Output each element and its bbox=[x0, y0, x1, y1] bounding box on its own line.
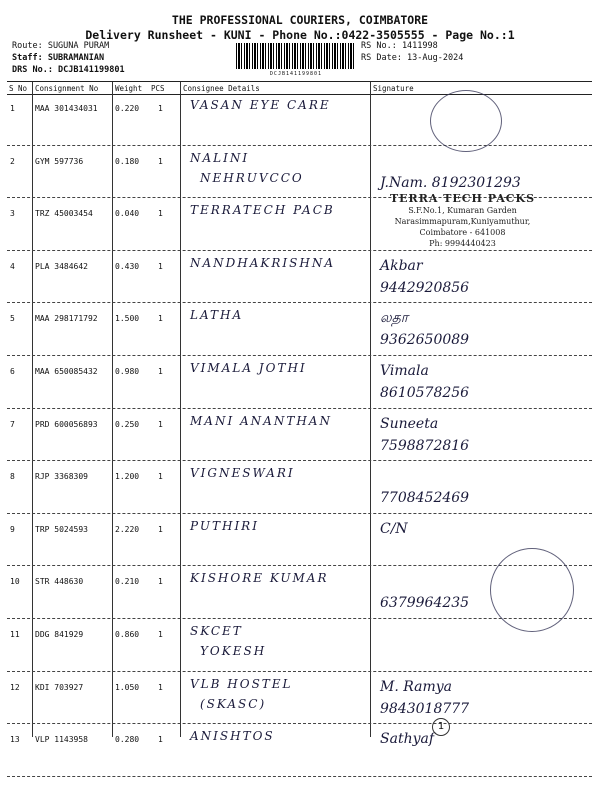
row-consignment-no: GYM 597736 bbox=[35, 156, 84, 166]
row-signature-note: 9362650089 bbox=[380, 332, 470, 349]
row-sno: 5 bbox=[10, 314, 15, 324]
route-label: Route: SUGUNA PURAM bbox=[12, 41, 110, 51]
barcode-text: DCJB141199801 bbox=[269, 71, 323, 77]
rs-number: RS No.: 1411998 bbox=[361, 41, 438, 51]
row-consignment-no: TRP 5024593 bbox=[35, 524, 88, 534]
stamp-company-name: TERRA TECH PACKS bbox=[389, 192, 536, 205]
row-pcs: 1 bbox=[158, 524, 163, 534]
row-consignee-line2: (SKASC) bbox=[200, 696, 267, 711]
row-sno: 12 bbox=[10, 682, 20, 692]
row-sno: 9 bbox=[10, 524, 15, 534]
row-weight: 0.250 bbox=[115, 419, 140, 429]
row-consignee: ANISHTOS bbox=[190, 729, 275, 744]
col-header-consignee: Consignee Details bbox=[183, 84, 260, 93]
row-weight: 1.500 bbox=[115, 314, 140, 324]
stamp-address-line: Coimbatore - 641008 bbox=[419, 228, 506, 237]
row-consignment-no: KDI 703927 bbox=[35, 682, 84, 692]
col-divider bbox=[370, 82, 371, 737]
col-header-consignment: Consignment No bbox=[35, 84, 99, 93]
staff-label: Staff: SUBRAMANIAN bbox=[12, 53, 105, 63]
row-weight: 0.430 bbox=[115, 261, 140, 271]
row-weight: 1.200 bbox=[115, 472, 140, 482]
runsheet-title: Delivery Runsheet - KUNI - Phone No.:0422-3505555 - Page No.:1 bbox=[85, 28, 515, 42]
row-sno: 1 bbox=[10, 104, 15, 113]
row-sno: 4 bbox=[10, 261, 15, 271]
row-consignee: TERRATECH PACB bbox=[190, 203, 335, 218]
row-pcs: 1 bbox=[158, 261, 163, 271]
row-weight: 0.280 bbox=[115, 735, 140, 745]
col-header-weight: Weight bbox=[115, 84, 143, 93]
col-header-pcs: PCS bbox=[151, 84, 165, 93]
row-pcs: 1 bbox=[158, 577, 163, 587]
row-consignee: MANI ANANTHAN bbox=[190, 413, 332, 428]
row-signature-note: 7598872816 bbox=[380, 437, 470, 454]
row-signature: Suneeta bbox=[380, 415, 439, 432]
rs-date: RS Date: 13-Aug-2024 bbox=[361, 53, 464, 63]
col-header-sno: S No bbox=[9, 84, 28, 93]
row-separator bbox=[7, 302, 592, 303]
row-consignee: VIGNESWARI bbox=[190, 466, 295, 481]
row-consignment-no: DDG 841929 bbox=[35, 630, 84, 639]
row-consignment-no: MAA 301434031 bbox=[35, 104, 98, 113]
row-signature-note: 6379964235 bbox=[380, 595, 470, 612]
row-separator bbox=[7, 723, 592, 724]
row-signature: Vimala bbox=[380, 363, 429, 379]
row-weight: 0.980 bbox=[115, 367, 140, 376]
row-signature: Sathyaf bbox=[380, 731, 435, 748]
row-separator bbox=[7, 145, 592, 146]
row-signature: லதா bbox=[380, 310, 409, 327]
col-divider bbox=[112, 82, 113, 737]
row-sno: 6 bbox=[10, 367, 15, 376]
row-consignee: VIMALA JOTHI bbox=[190, 361, 307, 375]
row-signature: M. Ramya bbox=[380, 678, 452, 695]
row-sno: 7 bbox=[10, 419, 15, 429]
row-pcs: 1 bbox=[158, 367, 163, 376]
row-consignment-no: PLA 3484642 bbox=[35, 261, 88, 271]
row-consignment-no: MAA 298171792 bbox=[35, 314, 98, 324]
row-consignment-no: STR 448630 bbox=[35, 577, 84, 587]
row-separator bbox=[7, 408, 592, 409]
row-consignee: VLB HOSTEL bbox=[190, 676, 293, 691]
row-consignment-no: VLP 1143958 bbox=[35, 735, 88, 745]
row-weight: 2.220 bbox=[115, 524, 140, 534]
barcode bbox=[236, 43, 356, 69]
row-weight: 0.210 bbox=[115, 577, 140, 587]
row-weight: 0.040 bbox=[115, 209, 140, 219]
row-signature-note: 9843018777 bbox=[380, 700, 470, 717]
col-divider bbox=[32, 82, 33, 737]
round-stamp bbox=[430, 90, 502, 152]
row-weight: 1.050 bbox=[115, 682, 140, 692]
row-signature-note: J.Nam. 8192301293 bbox=[380, 174, 521, 191]
row-consignee: NANDHAKRISHNA bbox=[190, 255, 336, 270]
row-consignee: VASAN EYE CARE bbox=[190, 98, 331, 112]
stamp-address-line: Narasimmapuram,Kuniyamuthur, bbox=[394, 217, 531, 226]
row-consignee: NALINI bbox=[190, 150, 250, 165]
row-signature: Akbar bbox=[380, 257, 423, 274]
row-pcs: 1 bbox=[158, 735, 163, 745]
company-title: THE PROFESSIONAL COURIERS, COIMBATORE bbox=[171, 13, 429, 27]
row-pcs: 1 bbox=[158, 314, 163, 324]
stamp-phone: Ph: 9994440423 bbox=[429, 239, 496, 248]
row-signature-note: 8610578256 bbox=[380, 385, 470, 401]
row-sno: 3 bbox=[10, 209, 15, 219]
row-pcs: 1 bbox=[158, 472, 163, 482]
row-consignee: LATHA bbox=[190, 308, 244, 323]
row-signature: C/N bbox=[380, 520, 408, 537]
round-stamp bbox=[490, 548, 574, 632]
row-signature-note: 9442920856 bbox=[380, 279, 470, 296]
page-mark: 1 bbox=[432, 718, 450, 736]
row-sno: 13 bbox=[10, 735, 20, 745]
table-top-rule bbox=[7, 81, 592, 82]
stamp-address-line: S.F.No.1, Kumaran Garden bbox=[408, 206, 517, 215]
row-pcs: 1 bbox=[158, 630, 163, 639]
row-consignment-no: MAA 650085432 bbox=[35, 367, 98, 376]
row-weight: 0.220 bbox=[115, 104, 140, 113]
row-pcs: 1 bbox=[158, 104, 163, 113]
terra-tech-stamp bbox=[375, 192, 550, 252]
row-consignee: KISHORE KUMAR bbox=[190, 571, 329, 586]
row-consignment-no: TRZ 45003454 bbox=[35, 209, 93, 219]
row-signature-note: 7708452469 bbox=[380, 490, 470, 507]
drs-number: DRS No.: DCJB141199801 bbox=[12, 65, 125, 75]
row-consignment-no: RJP 3368309 bbox=[35, 472, 88, 482]
row-consignee-line2: YOKESH bbox=[200, 644, 267, 658]
row-sno: 2 bbox=[10, 156, 15, 166]
col-header-signature: Signature bbox=[373, 84, 414, 93]
row-sno: 10 bbox=[10, 577, 20, 587]
row-weight: 0.860 bbox=[115, 630, 140, 639]
row-sno: 11 bbox=[10, 630, 20, 639]
row-pcs: 1 bbox=[158, 156, 163, 166]
row-sno: 8 bbox=[10, 472, 15, 482]
row-pcs: 1 bbox=[158, 419, 163, 429]
row-consignee: PUTHIRI bbox=[190, 518, 259, 533]
row-separator bbox=[7, 513, 592, 514]
row-separator bbox=[7, 460, 592, 461]
row-pcs: 1 bbox=[158, 209, 163, 219]
row-weight: 0.180 bbox=[115, 156, 140, 166]
row-separator bbox=[7, 671, 592, 672]
row-separator bbox=[7, 355, 592, 356]
row-consignment-no: PRD 600056893 bbox=[35, 419, 98, 429]
table-header-rule bbox=[7, 94, 592, 95]
row-consignee: SKCET bbox=[190, 624, 243, 638]
row-separator bbox=[7, 776, 592, 777]
col-divider bbox=[180, 82, 181, 737]
row-consignee-line2: NEHRUVCCO bbox=[200, 170, 304, 185]
row-pcs: 1 bbox=[158, 682, 163, 692]
